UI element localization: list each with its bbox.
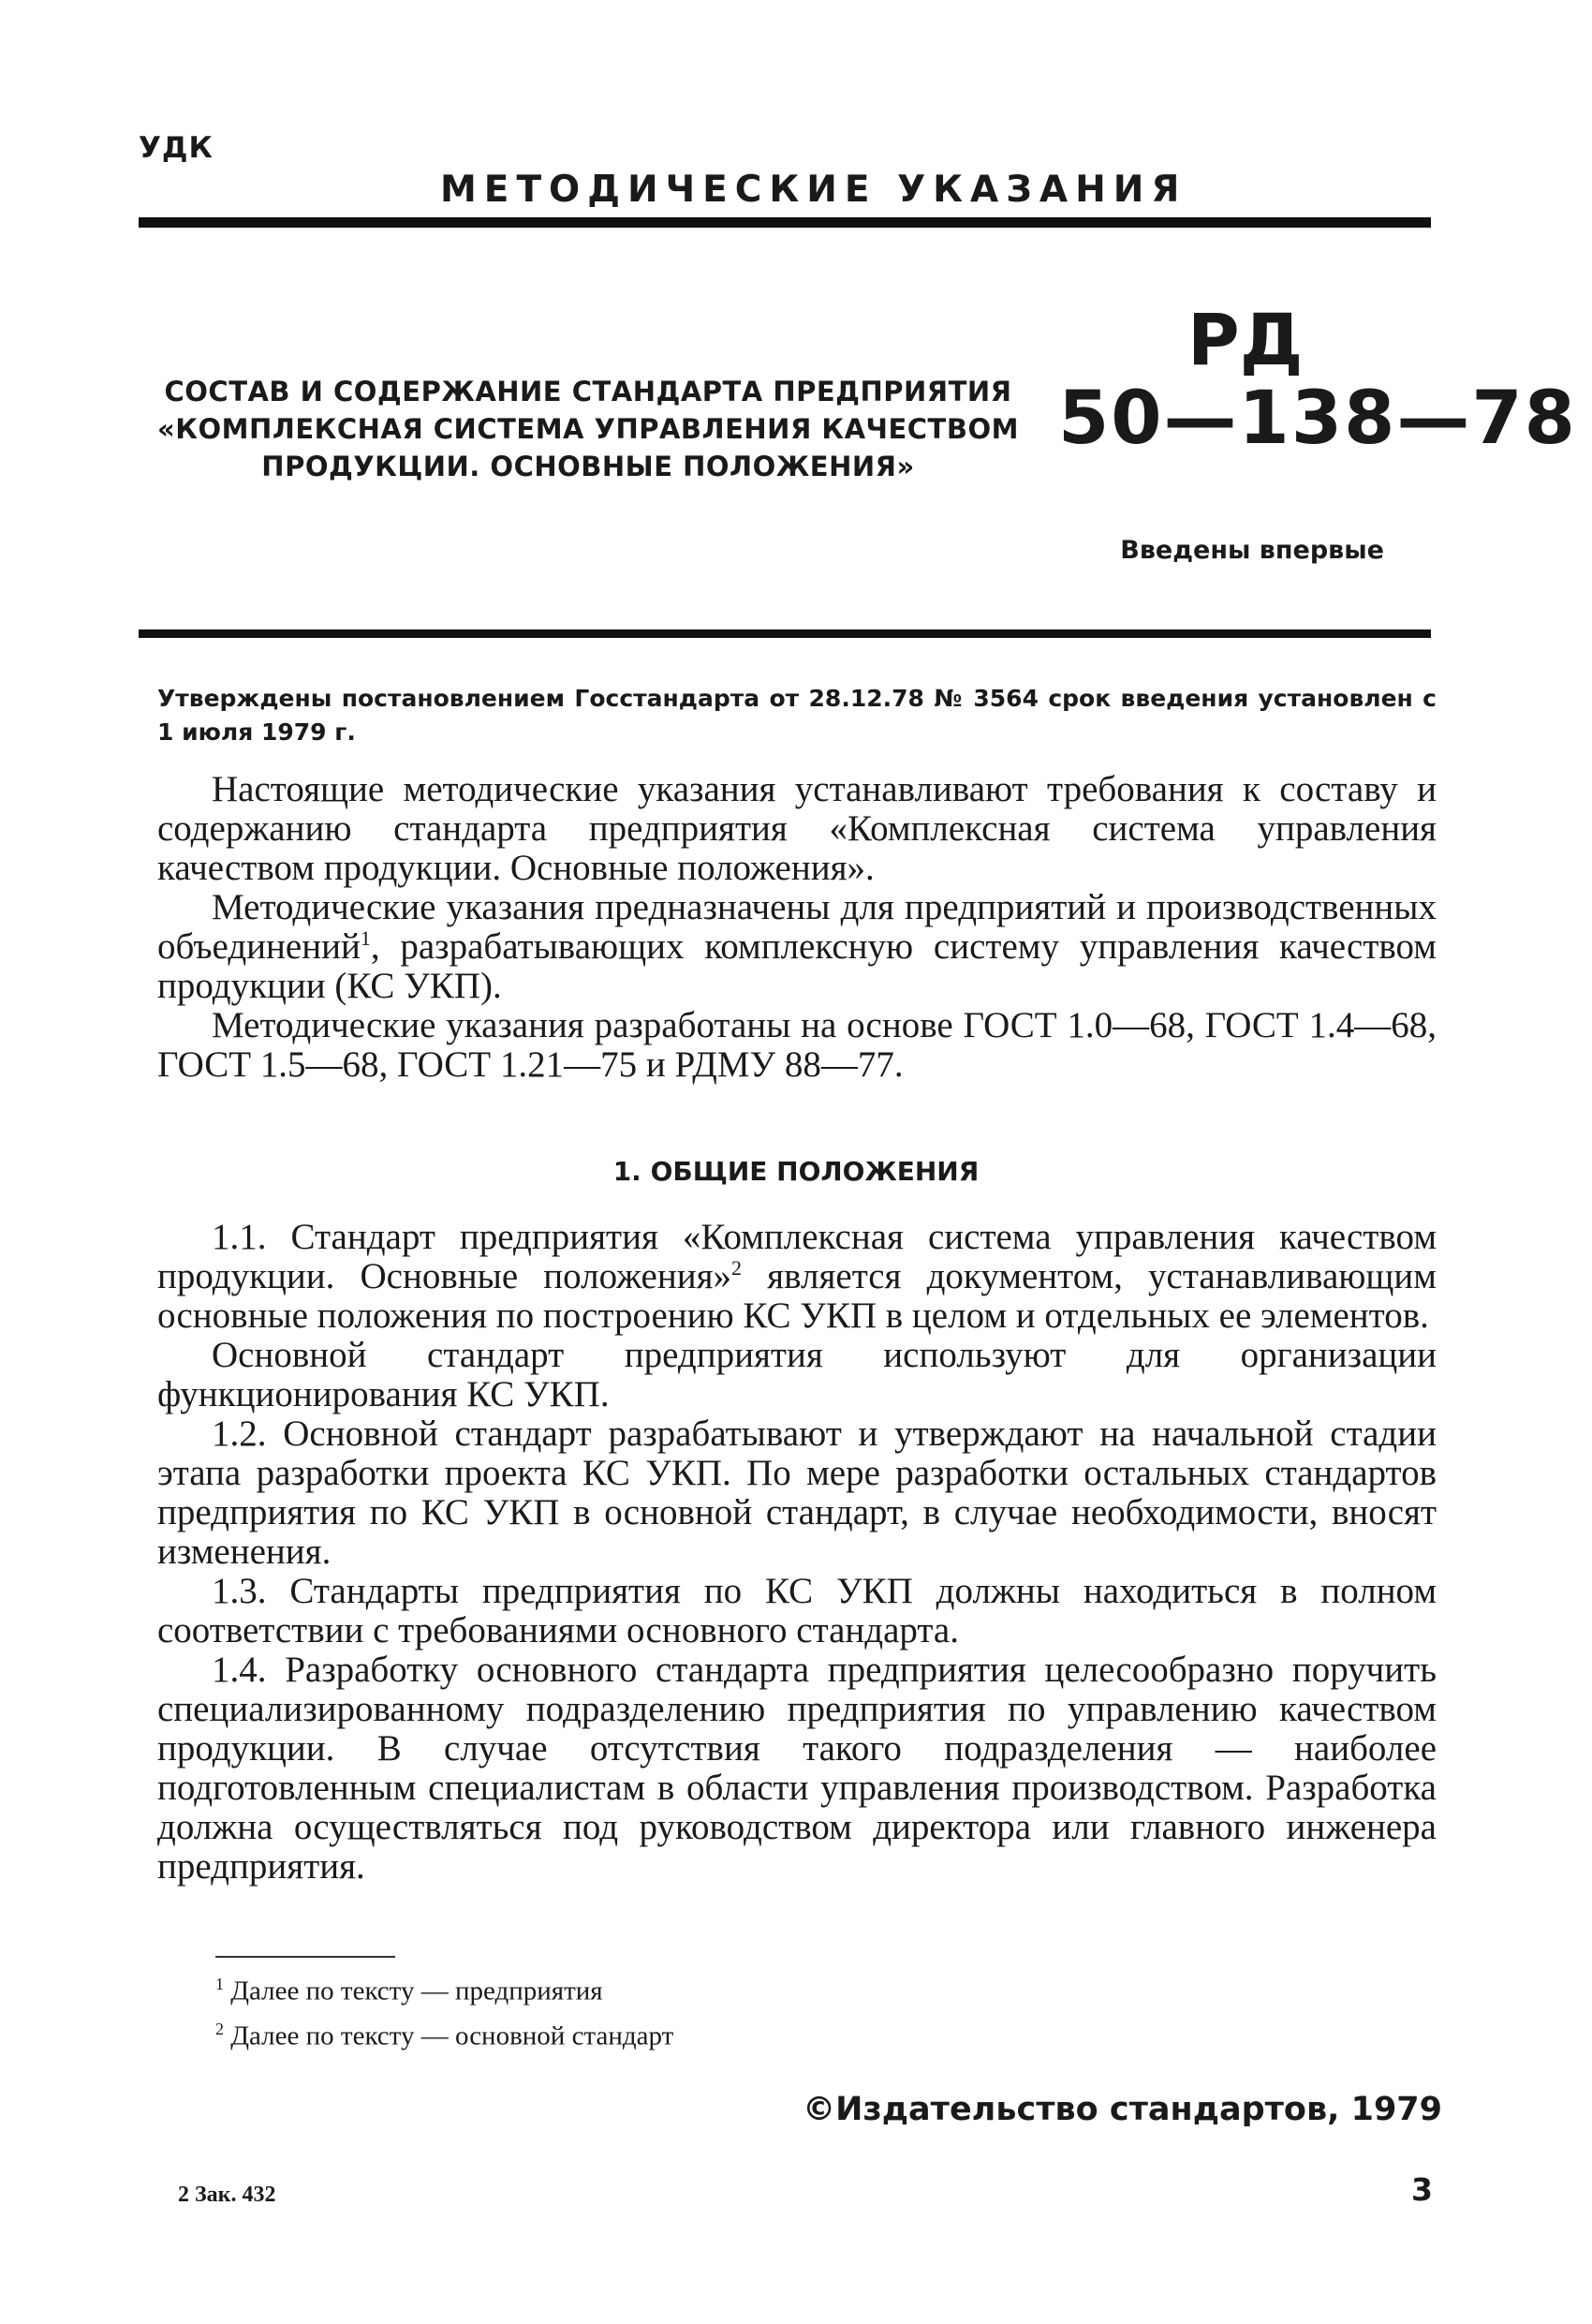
approval-statement: Утверждены постановлением Госстандарта от 28.12.78 № 3564 срок введения установлен с 1 июля 1979 г. xyxy=(157,685,1437,746)
footnote-2 xyxy=(215,2010,673,2055)
order-info: 2 Зак. 432 xyxy=(178,2183,276,2207)
clause-1-1-end: является документом, устанавливающим основные положения по построению КС УКП в целом и отдельных ее элементов. xyxy=(157,1256,1437,1336)
intro-paragraph-2 xyxy=(157,888,1437,1006)
introduced-note: Введены впервые xyxy=(1120,536,1384,565)
footnotes xyxy=(215,1965,673,2054)
clause-1-3: 1.3. Стандарты предприятия по КС УКП должны находиться в полном соответствии с требованиями основного стандарта. xyxy=(157,1571,1437,1650)
top-divider xyxy=(139,217,1431,228)
clause-1-1 xyxy=(157,1218,1437,1336)
clause-1-4: 1.4. Разработку основного стандарта предприятия целесообразно поручить специализированному подразделению предприятия по управлению качеством продукции. В случае отсутствия такого подразделения — наиболее подготовленным специалистам в области управления производством. Разработка должна осуществляться под руководством директора или главного инженера предприятия. xyxy=(157,1650,1437,1887)
clause-1-2: 1.2. Основной стандарт разрабатывают и утверждают на начальной стадии этапа разработки проекта КС УКП. По мере разработки остальных стандартов предприятия по КС УКП в основной стандарт, в случае необходимости, вносят изменения. xyxy=(157,1414,1437,1572)
footnote-mark-1: 1 xyxy=(215,1975,224,1993)
intro-paragraph-3: Методические указания разработаны на основе ГОСТ 1.0—68, ГОСТ 1.4—68, ГОСТ 1.5—68, ГОСТ 1.21—75 и РДМУ 88—77. xyxy=(157,1005,1437,1085)
title-line-1: СОСТАВ И СОДЕРЖАНИЕ СТАНДАРТА ПРЕДПРИЯТИЯ xyxy=(164,376,1012,407)
page-number: 3 xyxy=(1411,2171,1433,2208)
document-number: 50—138—78 xyxy=(1058,377,1577,461)
document-title xyxy=(139,373,1038,485)
copyright-notice: ©Издательство стандартов, 1979 xyxy=(803,2091,1442,2128)
series-title: МЕТОДИЧЕСКИЕ УКАЗАНИЯ xyxy=(440,169,1187,211)
footnote-text-2: Далее по тексту — основной стандарт xyxy=(230,2021,674,2051)
clause-1-1-start: 1.1. Стандарт предприятия «Комплексная система управления качеством продукции. Основные положения» xyxy=(157,1217,1437,1296)
footnote-text-1: Далее по тексту — предприятия xyxy=(230,1976,603,2006)
clause-1-1-paragraph-2: Основной стандарт предприятия используют для организации функционирования КС УКП. xyxy=(157,1335,1437,1414)
intro-paragraph-2-end: , разрабатывающих комплексную систему управления качеством продукции (КС УКП). xyxy=(157,926,1437,1006)
section-heading: 1. ОБЩИЕ ПОЛОЖЕНИЯ xyxy=(612,1156,980,1187)
udk-label: УДК xyxy=(139,131,214,165)
title-line-3: ПРОДУКЦИИ. ОСНОВНЫЕ ПОЛОЖЕНИЯ» xyxy=(261,451,915,482)
footnote-ref-1: 1 xyxy=(360,926,371,950)
footnote-ref-2: 2 xyxy=(731,1256,743,1280)
section-body xyxy=(157,1218,1437,1887)
footnote-mark-2: 2 xyxy=(215,2019,224,2038)
title-line-2: «КОМПЛЕКСНАЯ СИСТЕМА УПРАВЛЕНИЯ КАЧЕСТВОМ xyxy=(157,413,1019,445)
footnote-1 xyxy=(215,1965,673,2010)
footnote-divider xyxy=(215,1956,395,1958)
intro-section xyxy=(157,770,1437,1085)
intro-paragraph-1: Настоящие методические указания устанавливают требования к составу и содержанию стандарта предприятия «Комплексная система управления качеством продукции. Основные положения». xyxy=(157,769,1437,888)
intro-paragraph-2-start: Методические указания предназначены для предприятий и производственных объединений xyxy=(157,887,1437,967)
rd-label: РД xyxy=(1187,298,1304,381)
middle-divider xyxy=(139,629,1431,638)
